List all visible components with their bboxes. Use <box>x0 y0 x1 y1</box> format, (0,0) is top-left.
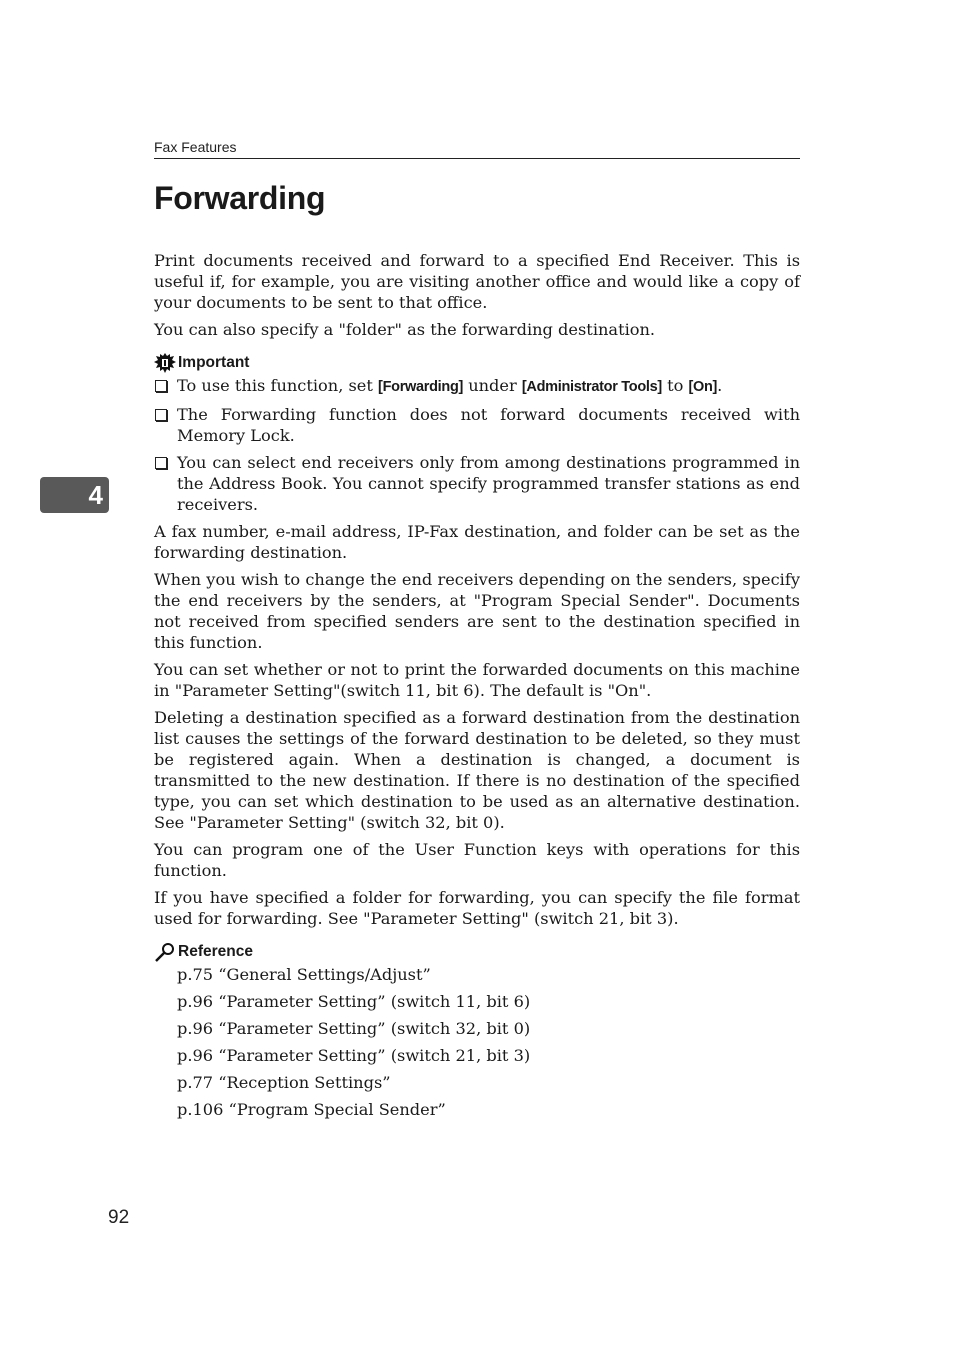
page-title: Forwarding <box>154 180 326 216</box>
page-number: 92 <box>108 1207 130 1228</box>
reference-link[interactable]: p.106 “Program Special Sender” <box>177 1100 446 1119</box>
body-paragraph: You can program one of the User Function keys with operations for this function. <box>154 840 800 880</box>
reference-link[interactable]: p.77 “Reception Settings” <box>177 1073 391 1092</box>
body-paragraph: A fax number, e-mail address, IP-Fax destination, and folder can be set as the forwarding destination. <box>154 522 800 562</box>
important-item: To use this function, set [Forwarding] under [Administrator Tools] to [On]. <box>154 375 800 398</box>
body-paragraph: Deleting a destination specified as a forward destination from the destination list causes the settings of the forward destination to be deleted, so they must be registered again. When a destination is changed, a document is transmitted to the new destination. If there is no destination of the specified type, you can set which destination to be used as an alternative destination. See "Parameter Setting" (switch 32, bit 0). <box>154 708 800 832</box>
body-paragraph: When you wish to change the end receivers depending on the senders, specify the end receivers by the senders, at "Program Special Sender". Documents not received from specified senders are sent to the destination specified in this function. <box>154 570 800 652</box>
reference-heading <box>154 941 800 962</box>
running-header: Fax Features <box>154 139 800 159</box>
important-item: The Forwarding function does not forward documents received with Memory Lock. <box>154 404 800 446</box>
important-heading-label: Important <box>178 354 250 371</box>
important-list <box>154 375 800 515</box>
checkbox-bullet-icon <box>155 409 167 421</box>
reference-link[interactable]: p.96 “Parameter Setting” (switch 32, bit 0) <box>177 1019 531 1038</box>
important-heading <box>154 352 800 373</box>
key-label: [Forwarding] <box>378 379 464 395</box>
intro-paragraph: You can also specify a "folder" as the forwarding destination. <box>154 320 656 339</box>
checkbox-bullet-icon <box>155 457 167 469</box>
body-paragraph: You can set whether or not to print the forwarded documents on this machine in "Parameter Setting"(switch 11, bit 6). The default is "On". <box>154 660 800 700</box>
key-label: [On] <box>688 379 718 395</box>
reference-link[interactable]: p.75 “General Settings/Adjust” <box>177 965 431 984</box>
reference-link[interactable]: p.96 “Parameter Setting” (switch 21, bit 3) <box>177 1046 531 1065</box>
key-label: [Administrator Tools] <box>521 379 662 395</box>
reference-heading-label: Reference <box>178 943 253 960</box>
chapter-tab: 4 <box>40 477 109 513</box>
important-icon <box>154 353 176 373</box>
reference-icon <box>154 942 176 962</box>
page-content <box>154 250 800 1126</box>
important-item: You can select end receivers only from among destinations programmed in the Address Book. You cannot specify programmed transfer stations as end receivers. <box>154 452 800 515</box>
body-paragraph: If you have specified a folder for forwarding, you can specify the file format used for forwarding. See "Parameter Setting" (switch 21, bit 3). <box>154 888 800 928</box>
checkbox-bullet-icon <box>155 380 167 392</box>
intro-paragraph: Print documents received and forward to a specified End Receiver. This is useful if, for example, you are visiting another office and would like a copy of your documents to be sent to that office. <box>154 251 800 312</box>
reference-link[interactable]: p.96 “Parameter Setting” (switch 11, bit 6) <box>177 992 531 1011</box>
reference-list <box>154 964 800 1120</box>
